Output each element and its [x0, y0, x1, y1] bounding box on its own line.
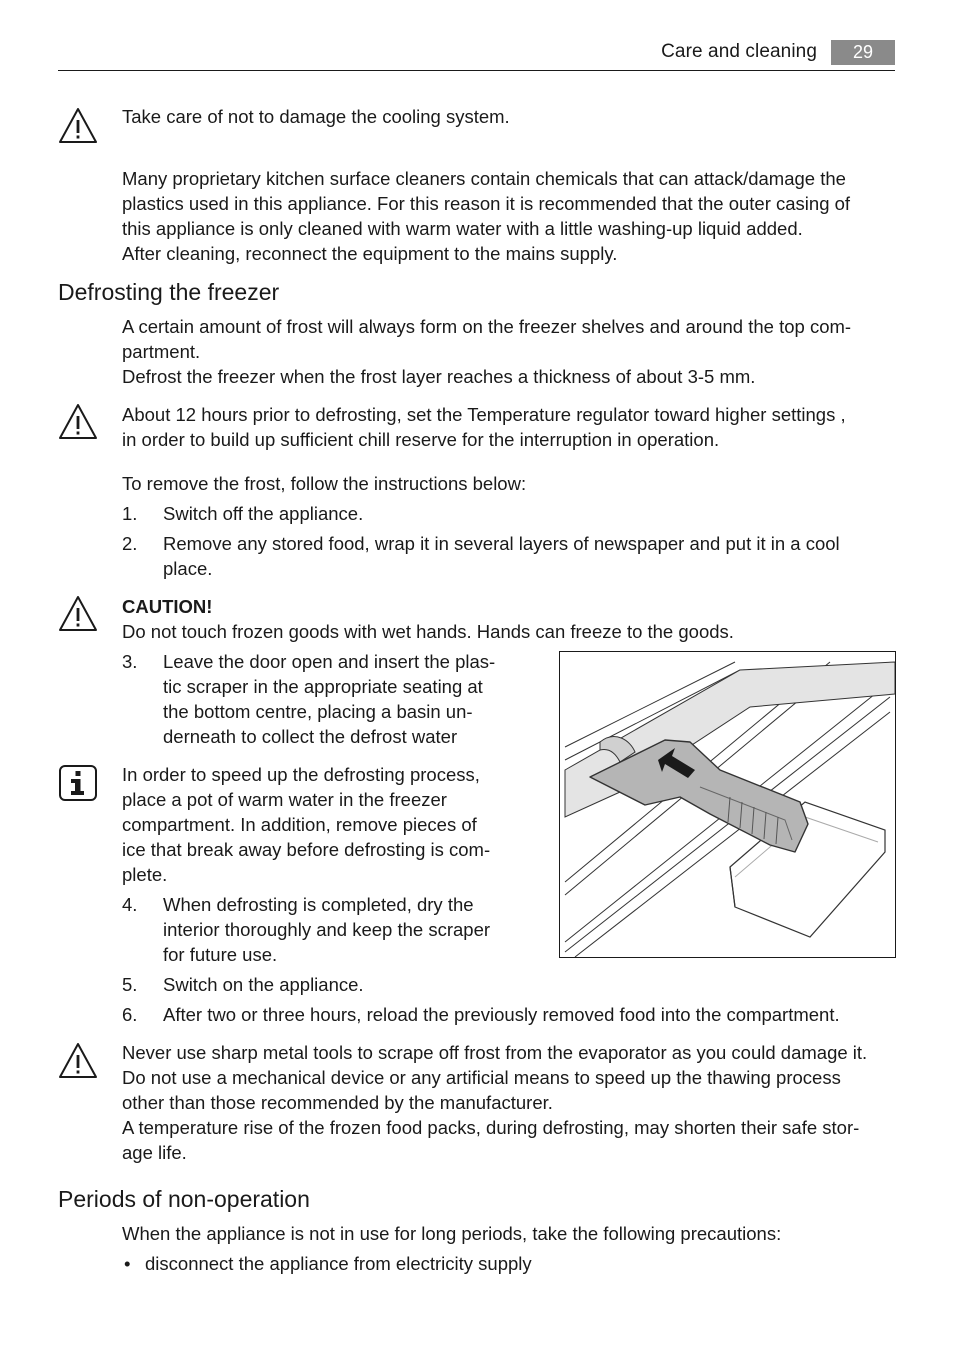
- cleaners-line-2: plastics used in this appliance. For this reason it is recommended that the outer casing of: [122, 193, 851, 214]
- step-5-text: Switch on the appliance.: [163, 974, 364, 995]
- warning-icon: [58, 106, 98, 146]
- heading-defrosting: Defrosting the freezer: [58, 279, 280, 305]
- defrost-warning-2: in order to build up sufficient chill reserve for the interruption in operation.: [122, 429, 720, 450]
- tools-warning-5: age life.: [122, 1142, 187, 1163]
- cleaners-line-4: After cleaning, reconnect the equipment to the mains supply.: [122, 243, 618, 264]
- header-rule: [58, 70, 895, 71]
- step-2-line-2: place.: [163, 558, 213, 579]
- caution-title: CAUTION!: [122, 596, 213, 617]
- bullet-disconnect: disconnect the appliance from electricity supply: [145, 1253, 532, 1274]
- step-4-number: 4.: [122, 894, 138, 915]
- info-line-1: In order to speed up the defrosting process,: [122, 764, 480, 785]
- info-line-3: compartment. In addition, remove pieces of: [122, 814, 477, 835]
- step-3-line-1: Leave the door open and insert the plas-: [163, 651, 496, 672]
- tools-warning-4: A temperature rise of the frozen food packs, during defrosting, may shorten their safe stor-: [122, 1117, 860, 1138]
- page-number: 29: [831, 40, 895, 65]
- defrost-warning-1: About 12 hours prior to defrosting, set the Temperature regulator toward higher settings ,: [122, 404, 846, 425]
- step-2-line-1: Remove any stored food, wrap it in several layers of newspaper and put it in a cool: [163, 533, 840, 554]
- warning-icon: [58, 594, 98, 634]
- step-6-number: 6.: [122, 1004, 138, 1025]
- steps-intro: To remove the frost, follow the instructions below:: [122, 473, 527, 494]
- tools-warning-1: Never use sharp metal tools to scrape off frost from the evaporator as you could damage it.: [122, 1042, 868, 1063]
- tools-warning-2: Do not use a mechanical device or any artificial means to speed up the thawing process: [122, 1067, 841, 1088]
- defrost-intro-1: A certain amount of frost will always form on the freezer shelves and around the top com-: [122, 316, 852, 337]
- info-line-5: plete.: [122, 864, 168, 885]
- step-4-line-3: for future use.: [163, 944, 278, 965]
- scraper-illustration: [559, 651, 896, 958]
- step-6-text: After two or three hours, reload the previously removed food into the compartment.: [163, 1004, 840, 1025]
- nonop-intro: When the appliance is not in use for long periods, take the following precautions:: [122, 1223, 782, 1244]
- caution-text: Do not touch frozen goods with wet hands. Hands can freeze to the goods.: [122, 621, 734, 642]
- warning-icon: [58, 402, 98, 442]
- info-line-2: place a pot of warm water in the freezer: [122, 789, 447, 810]
- defrost-intro-3: Defrost the freezer when the frost layer reaches a thickness of about 3-5 mm.: [122, 366, 756, 387]
- step-1-number: 1.: [122, 503, 138, 524]
- cleaners-line-3: this appliance is only cleaned with warm water with a little washing-up liquid added.: [122, 218, 803, 239]
- warning-icon: [58, 1041, 98, 1081]
- info-line-4: ice that break away before defrosting is com-: [122, 839, 491, 860]
- scraper-drawing: [560, 652, 895, 957]
- bullet-symbol: •: [124, 1253, 131, 1274]
- warning-cooling-text: Take care of not to damage the cooling system.: [122, 106, 510, 127]
- step-4-line-1: When defrosting is completed, dry the: [163, 894, 474, 915]
- step-4-line-2: interior thoroughly and keep the scraper: [163, 919, 491, 940]
- step-3-number: 3.: [122, 651, 138, 672]
- step-2-number: 2.: [122, 533, 138, 554]
- step-5-number: 5.: [122, 974, 138, 995]
- step-3-line-3: the bottom centre, placing a basin un-: [163, 701, 473, 722]
- heading-non-operation: Periods of non-operation: [58, 1186, 310, 1212]
- info-icon: [58, 763, 98, 803]
- step-3-line-2: tic scraper in the appropriate seating at: [163, 676, 483, 697]
- defrost-intro-2: partment.: [122, 341, 201, 362]
- header-section-title: Care and cleaning: [661, 41, 817, 62]
- tools-warning-3: other than those recommended by the manufacturer.: [122, 1092, 553, 1113]
- step-3-line-4: derneath to collect the defrost water: [163, 726, 458, 747]
- cleaners-line-1: Many proprietary kitchen surface cleaners contain chemicals that can attack/damage the: [122, 168, 846, 189]
- step-1-text: Switch off the appliance.: [163, 503, 364, 524]
